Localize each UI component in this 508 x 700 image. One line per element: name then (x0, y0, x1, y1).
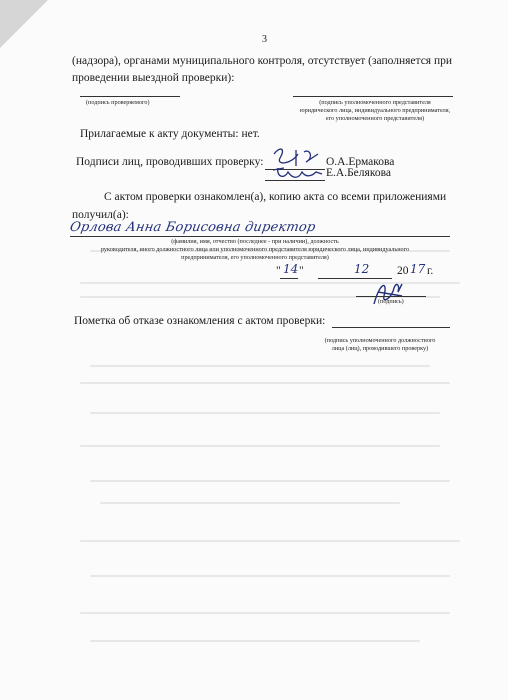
folded-corner (0, 0, 48, 48)
refusal-caption: (подпись уполномоченного должностного лица (лиц), проводившего проверку) (324, 337, 436, 352)
inspectors-label: Подписи лиц, проводивших проверку: (76, 156, 264, 168)
date-quote-close: " (299, 265, 304, 277)
date-day: 14 (283, 262, 299, 276)
inspector-2-signature (270, 164, 325, 186)
rep-sign-line (293, 96, 453, 97)
checked-party-caption: (подпись проверяемого) (86, 99, 150, 106)
page-number: 3 (262, 34, 267, 45)
date-day-line (280, 278, 298, 279)
attachments-line: Прилагаемые к акту документы: нет. (80, 128, 260, 140)
rep-caption: (подпись уполномоченного представителя юридического лица, индивидуального предпринимателя, его уполномоченного представителя) (300, 99, 451, 122)
recipient-line (70, 236, 450, 237)
acquainted-line-1: С актом проверки ознакомлен(а), копию акта со всеми приложениями (104, 191, 447, 203)
date-year-prefix: 20 (397, 265, 409, 277)
acquainted-line-2: получил(а): (72, 209, 129, 221)
date-suffix: г. (427, 265, 434, 277)
intro-line-1: (надзора), органами муниципального контроля, отсутствует (заполняется при (72, 55, 453, 67)
intro-line-2: проведении выездной проверки): (72, 72, 235, 84)
recipient-sign-line (356, 296, 426, 297)
date-month: 12 (354, 262, 370, 276)
inspector-name-1: О.А.Ермакова (326, 156, 395, 168)
date-year-suffix: 17 (410, 262, 426, 276)
refusal-label: Пометка об отказе ознакомления с актом проверки: (74, 315, 326, 327)
checked-party-sign-line (80, 96, 180, 97)
refusal-sign-line (332, 327, 450, 328)
handwritten-name: Орлова Анна Борисовна директор (68, 220, 317, 235)
signature-caption: (подпись) (378, 298, 404, 305)
recipient-caption: (фамилия, имя, отчество (последнее - при наличии), должность руководителя, иного должностного лица или уполномоченного представителя юридического лица, индивидуального предпринимателя, его уполномоченного представителя) (100, 238, 410, 261)
date-quote-open: " (276, 265, 281, 277)
inspector-name-2: Е.А.Белякова (326, 167, 391, 179)
